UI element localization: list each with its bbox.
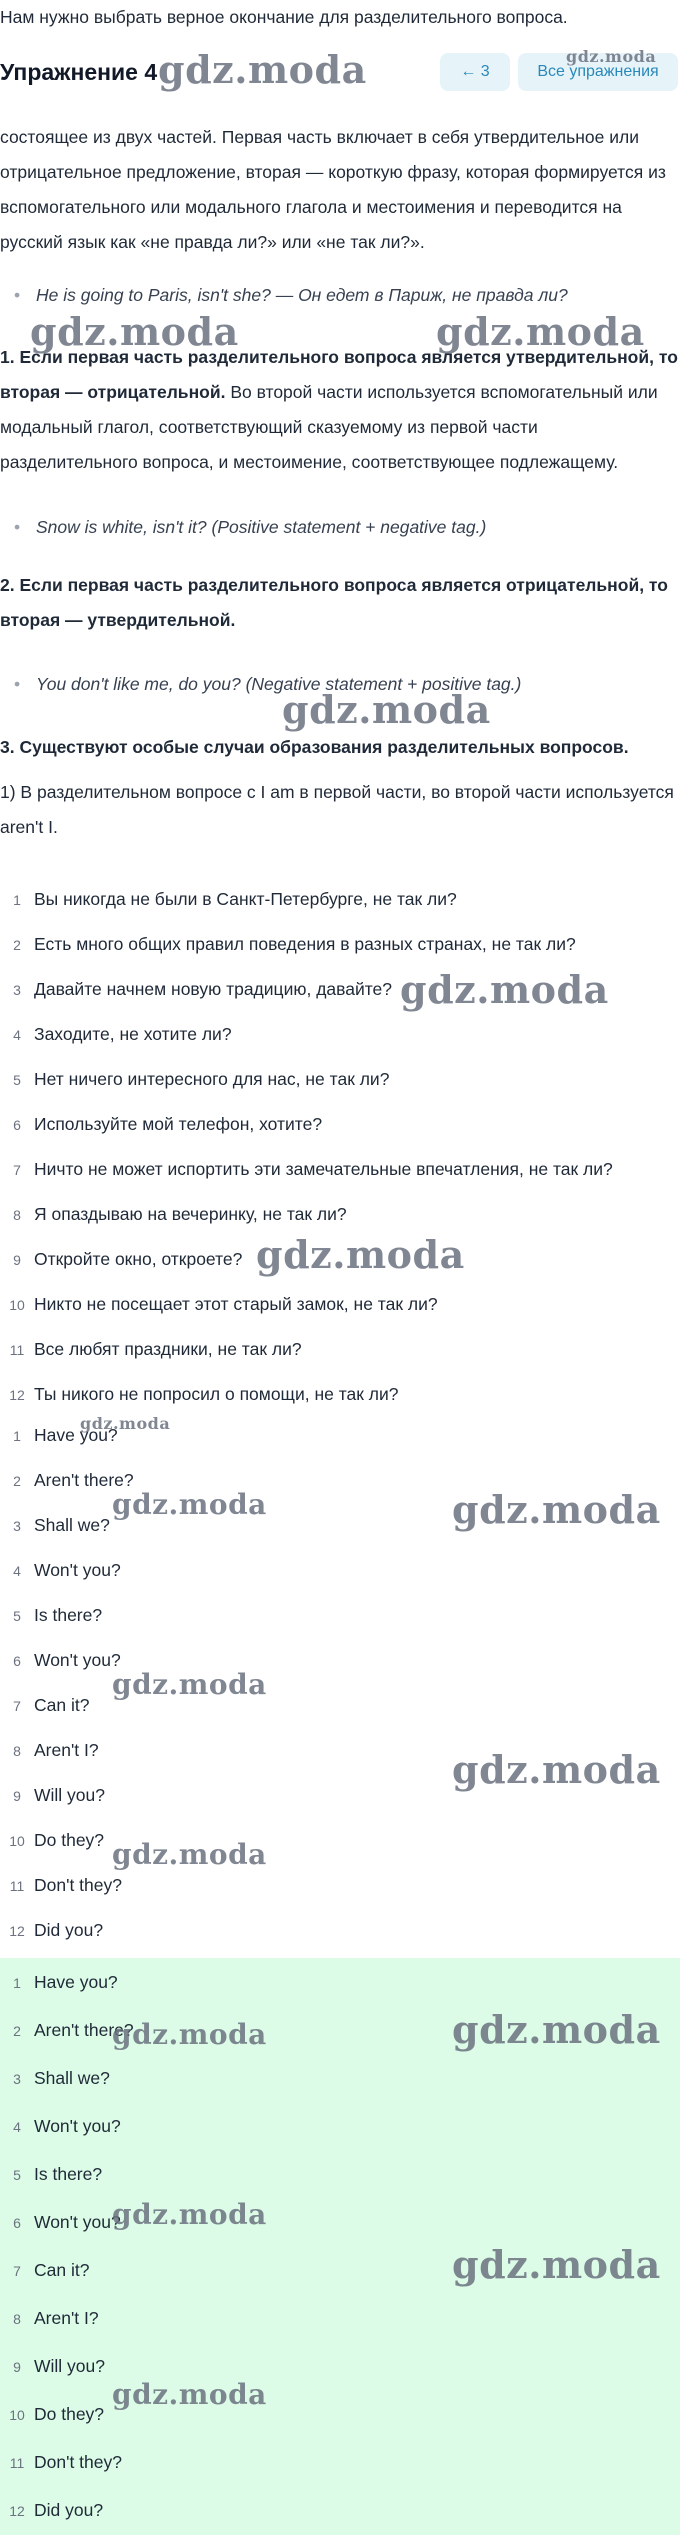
watermark: gdz.moda: [80, 1414, 171, 1433]
rule-1-text: Во второй части используется вспомогательный или модальный глагол, соответствующий сказуемому из первой части разделительного вопроса, и местоимение, соответствующее подлежащему.: [0, 382, 658, 472]
watermark: gdz.moda: [112, 1668, 267, 1701]
item-number: 11: [9, 1342, 25, 1358]
item-text: Есть много общих правил поведения в разных странах, не так ли?: [34, 934, 576, 954]
item-number: 6: [13, 1653, 21, 1669]
example-text: You don't like me, do you? (Negative statement + positive tag.): [36, 674, 522, 694]
item-text: Нет ничего интересного для нас, не так ли?: [34, 1069, 390, 1089]
rule-1-heading: 1. Если первая часть разделительного вопроса является утвердительной, то вторая — отрицательной.: [0, 347, 678, 402]
item-number: 2: [13, 2023, 21, 2039]
item-number: 7: [13, 2263, 21, 2279]
item-number: 2: [13, 937, 21, 953]
item-number: 4: [13, 1027, 21, 1043]
list-item: [0, 2486, 680, 2534]
translations-list: [0, 877, 680, 1417]
list-item: [0, 2198, 680, 2246]
item-text: Все любят праздники, не так ли?: [34, 1339, 302, 1359]
list-item: [0, 1908, 680, 1953]
item-number: 2: [13, 1473, 21, 1489]
item-number: 3: [13, 1518, 21, 1534]
item-text: Aren't I?: [34, 1740, 99, 1760]
example-bullet: [14, 510, 674, 545]
watermark: gdz.moda: [452, 1487, 661, 1532]
item-text: Is there?: [34, 2164, 103, 2184]
item-text: Is there?: [34, 1605, 103, 1625]
item-number: 5: [13, 1608, 21, 1624]
list-item: [0, 2294, 680, 2342]
list-item: [0, 2102, 680, 2150]
item-number: 7: [13, 1162, 21, 1178]
list-item: [0, 1147, 680, 1192]
rule-3-heading: 3. Существуют особые случаи образования разделительных вопросов.: [0, 737, 629, 757]
item-text: Вы никогда не были в Санкт-Петербурге, не так ли?: [34, 889, 457, 909]
item-text: Won't you?: [34, 2116, 121, 2136]
item-number: 9: [13, 1252, 21, 1268]
list-item: [0, 1683, 680, 1728]
item-number: 9: [13, 1788, 21, 1804]
list-item: [0, 1593, 680, 1638]
list-item: [0, 2054, 680, 2102]
watermark: gdz.moda: [30, 309, 239, 354]
item-number: 9: [13, 2359, 21, 2375]
item-text: Don't they?: [34, 2452, 122, 2472]
watermark: gdz.moda: [112, 2378, 267, 2411]
watermark: gdz.moda: [282, 687, 491, 732]
list-item: [0, 1638, 680, 1683]
list-item: [0, 1057, 680, 1102]
example-bullet: [14, 278, 674, 313]
watermark: gdz.moda: [112, 2018, 267, 2051]
list-item: [0, 1192, 680, 1237]
item-number: 6: [13, 2215, 21, 2231]
item-number: 10: [9, 1297, 25, 1313]
item-number: 6: [13, 1117, 21, 1133]
item-number: 7: [13, 1698, 21, 1714]
watermark: gdz.moda: [452, 2242, 661, 2287]
item-text: Shall we?: [34, 2068, 110, 2088]
item-number: 8: [13, 1207, 21, 1223]
rule-1: [0, 340, 680, 480]
item-text: Ты никого не попросил о помощи, не так ли?: [34, 1384, 399, 1404]
rule-3-paragraph: 1) В разделительном вопросе с I am в первой части, во второй части используется aren't I.: [0, 782, 674, 837]
item-text: Won't you?: [34, 2212, 121, 2232]
item-text: Ничто не может испортить эти замечательные впечатления, не так ли?: [34, 1159, 613, 1179]
watermark: gdz.moda: [400, 967, 609, 1012]
watermark: gdz.moda: [112, 2198, 267, 2231]
item-text: Did you?: [34, 1920, 104, 1940]
watermark: gdz.moda: [158, 47, 367, 92]
item-number: 1: [13, 1428, 21, 1444]
list-item: [0, 2150, 680, 2198]
item-text: Aren't there?: [34, 1470, 134, 1490]
item-text: Я опаздываю на вечеринку, не так ли?: [34, 1204, 347, 1224]
item-text: Have you?: [34, 1425, 118, 1445]
item-text: Aren't I?: [34, 2308, 99, 2328]
item-text: Заходите, не хотите ли?: [34, 1024, 232, 1044]
list-item: [0, 1327, 680, 1372]
list-item: [0, 1863, 680, 1908]
item-text: Do they?: [34, 1830, 105, 1850]
item-number: 10: [9, 2407, 25, 2423]
item-number: 12: [9, 2503, 25, 2519]
item-text: Can it?: [34, 2260, 90, 2280]
item-text: Давайте начнем новую традицию, давайте?: [34, 979, 393, 999]
list-item: [0, 1372, 680, 1417]
list-item: [0, 877, 680, 922]
item-text: Won't you?: [34, 1560, 121, 1580]
cut-off-text: [0, 860, 680, 866]
item-text: Откройте окно, откроете?: [34, 1249, 243, 1269]
watermark: gdz.moda: [436, 309, 645, 354]
item-number: 1: [13, 1975, 21, 1991]
list-item: [0, 1818, 680, 1863]
item-number: 3: [13, 2071, 21, 2087]
item-number: 1: [13, 892, 21, 908]
item-text: Никто не посещает этот старый замок, не так ли?: [34, 1294, 438, 1314]
prev-exercise-button[interactable]: ← 3: [440, 53, 510, 91]
item-number: 11: [9, 2455, 25, 2471]
list-item: [0, 2438, 680, 2486]
item-text: Have you?: [34, 1972, 118, 1992]
item-text: Can it?: [34, 1695, 90, 1715]
watermark: gdz.moda: [452, 1747, 661, 1792]
item-number: 4: [13, 2119, 21, 2135]
example-text: He is going to Paris, isn't she? — Он едет в Париж, не правда ли?: [36, 285, 568, 305]
watermark: gdz.moda: [566, 47, 657, 66]
item-number: 12: [9, 1923, 25, 1939]
item-number: 4: [13, 1563, 21, 1579]
item-text: Aren't there?: [34, 2020, 134, 2040]
item-text: Will you?: [34, 1785, 105, 1805]
intro-line: Нам нужно выбрать верное окончание для разделительного вопроса.: [0, 7, 568, 27]
list-item: [0, 1282, 680, 1327]
item-text: Do they?: [34, 2404, 105, 2424]
list-item: [0, 1958, 680, 2006]
item-text: Won't you?: [34, 1650, 121, 1670]
watermark: gdz.moda: [112, 1838, 267, 1871]
page-title: Упражнение 4: [0, 59, 158, 85]
item-text: Используйте мой телефон, хотите?: [34, 1114, 323, 1134]
item-number: 11: [9, 1878, 25, 1894]
item-number: 8: [13, 2311, 21, 2327]
item-number: 5: [13, 2167, 21, 2183]
item-text: Did you?: [34, 2500, 104, 2520]
list-item: [0, 2390, 680, 2438]
rule-2-heading: 2. Если первая часть разделительного вопроса является отрицательной, то вторая — утвердительной.: [0, 575, 668, 630]
watermark: gdz.moda: [256, 1232, 465, 1277]
item-number: 5: [13, 1072, 21, 1088]
list-item: [0, 922, 680, 967]
item-number: 8: [13, 1743, 21, 1759]
item-text: Will you?: [34, 2356, 105, 2376]
list-item: [0, 1012, 680, 1057]
item-number: 12: [9, 1387, 25, 1403]
item-text: Don't they?: [34, 1875, 122, 1895]
list-item: [0, 2342, 680, 2390]
all-exercises-button[interactable]: Все упражнения: [518, 53, 678, 91]
theory-paragraph: состоящее из двух частей. Первая часть включает в себя утвердительное или отрицательное предложение, вторая — короткую фразу, которая формируется из вспомогательного или модального глагола и местоимения и переводится на русский язык как «не правда ли?» или «не так ли?».: [0, 127, 666, 252]
list-item: [0, 1548, 680, 1593]
item-number: 3: [13, 982, 21, 998]
list-item: [0, 1102, 680, 1147]
item-number: 10: [9, 1833, 25, 1849]
example-text: Snow is white, isn't it? (Positive statement + negative tag.): [36, 517, 487, 537]
watermark: gdz.moda: [112, 1488, 267, 1521]
watermark: gdz.moda: [452, 2007, 661, 2052]
item-text: Shall we?: [34, 1515, 110, 1535]
